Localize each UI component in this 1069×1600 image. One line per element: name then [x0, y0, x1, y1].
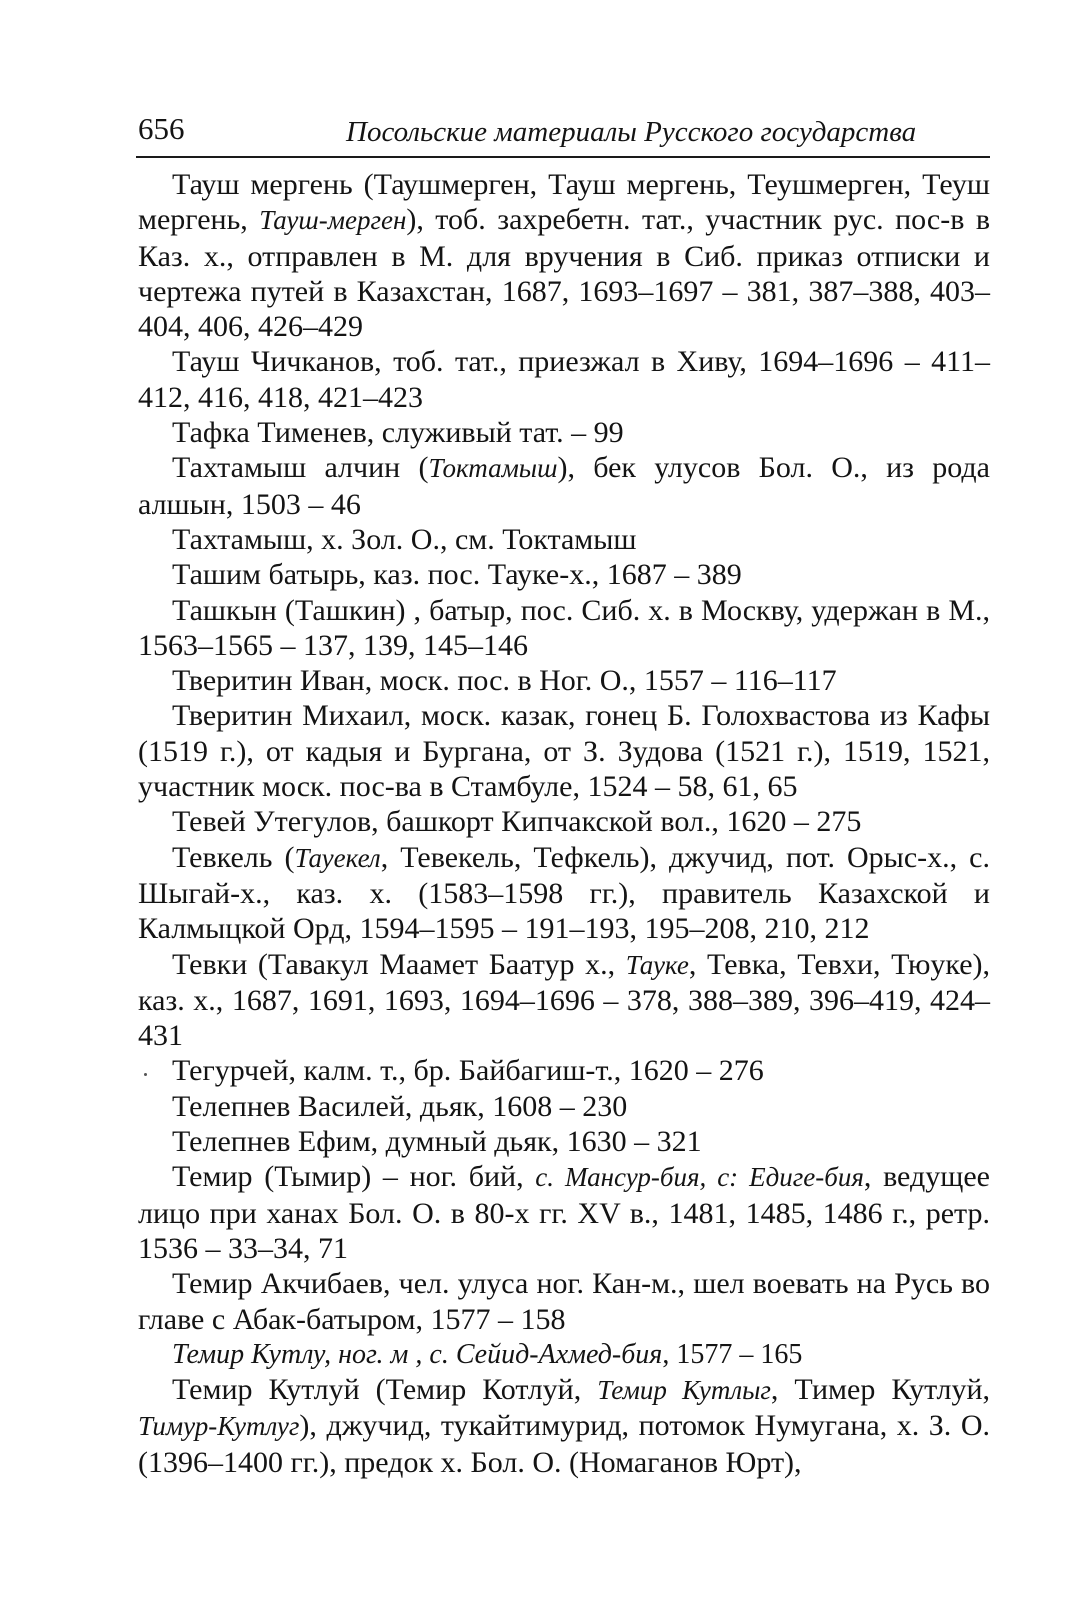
- header-rule: [136, 156, 990, 158]
- index-entry: Тверитин Михаил, моск. казак, гонец Б. Голохвастова из Кафы (1519 г.), от кадыя и Бургана, от З. Зудова (1521 г.), 1519, 1521, участник моск. пос-ва в Стамбуле, 1524 – 58, 61, 65: [138, 699, 990, 804]
- index-entry: Телепнев Ефим, думный дьяк, 1630 – 321: [172, 1125, 702, 1159]
- index-entry: Тевей Утегулов, башкорт Кипчакской вол., 1620 – 275: [172, 805, 862, 839]
- index-entry: Темир Кутлуй (Темир Котлуй, Темир Кутлыг, Тимер Кутлуй, Тимур-Кутлуг), джучид, тукайтимурид, потомок Нумугана, х. З. О. (1396–1400 гг.), предок х. Бол. О. (Номаганов Юрт),: [138, 1373, 991, 1479]
- index-entry: Телепнев Василей, дьяк, 1608 – 230: [172, 1089, 628, 1123]
- index-entry: Тахтамыш алчин (Токтамыш), бек улусов Бол. О., из рода алшын, 1503 – 46: [138, 451, 990, 521]
- index-entry: Тегурчей, калм. т., бр. Байбагиш-т., 1620 – 276: [172, 1054, 764, 1088]
- index-entry: Тверитин Иван, моск. пос. в Ног. О., 1557 – 116–117: [172, 664, 837, 698]
- index-entry: Тауш мергень (Таушмерген, Тауш мергень, Теушмерген, Теуш мергень, Тауш-мерген), тоб. захребетн. тат., участник рус. пос-в в Каз. х., отправлен в М. для вручения в Сиб. приказ отписки и чертежа путей в Казахстан, 1687, 1693–1697 – 381, 387–388, 403–404, 406, 426–429: [138, 168, 990, 344]
- index-entries: [138, 167, 990, 1480]
- index-entry: Тауш Чичканов, тоб. тат., приезжал в Хиву, 1694–1696 – 411–412, 416, 418, 421–423: [138, 345, 990, 414]
- index-entry: Тахтамыш, х. Зол. О., см. Токтамыш: [172, 522, 637, 556]
- index-entry: Тевки (Тавакул Маамет Баатур х., Тауке, Тевка, Тевхи, Тюуке), каз. х., 1687, 1691, 1693, 1694–1696 – 378, 388–389, 396–419, 424–431: [138, 947, 990, 1053]
- index-entry: Ташим батырь, каз. пос. Тауке-х., 1687 – 389: [172, 558, 742, 592]
- index-entry: Темир Кутлу, ног. м , с. Сейид-Ахмед-бия, 1577 – 165: [172, 1338, 803, 1370]
- page-number: 656: [138, 111, 185, 146]
- index-entry: Тафка Тименев, служивый тат. – 99: [172, 416, 624, 450]
- running-head: [138, 108, 990, 158]
- index-entry: Тевкель (Тауекел, Тевекель, Тефкель), джучид, пот. Орыс-х., с. Шыгай-х., каз. х. (1583–1598 гг.), правитель Казахской и Калмыцкой Орд, 1594–1595 – 191–193, 195–208, 210, 212: [138, 840, 990, 946]
- running-title: Посольские материалы Русского государства: [346, 116, 917, 148]
- index-entry: Темир (Тымир) – ног. бий, с. Мансур-бия, с: Едиге-бия, ведущее лицо при ханах Бол. О. в 80-х гг. XV в., 1481, 1485, 1486 г., ретр. 1536 – 33–34, 71: [138, 1160, 990, 1265]
- index-entry: Темир Акчибаев, чел. улуса ног. Кан-м., шел воевать на Русь во главе с Абак-батыром, 1577 – 158: [138, 1267, 990, 1336]
- index-entry: Ташкын (Ташкин) , батыр, пос. Сиб. х. в Москву, удержан в М., 1563–1565 – 137, 139, 145–146: [138, 593, 990, 662]
